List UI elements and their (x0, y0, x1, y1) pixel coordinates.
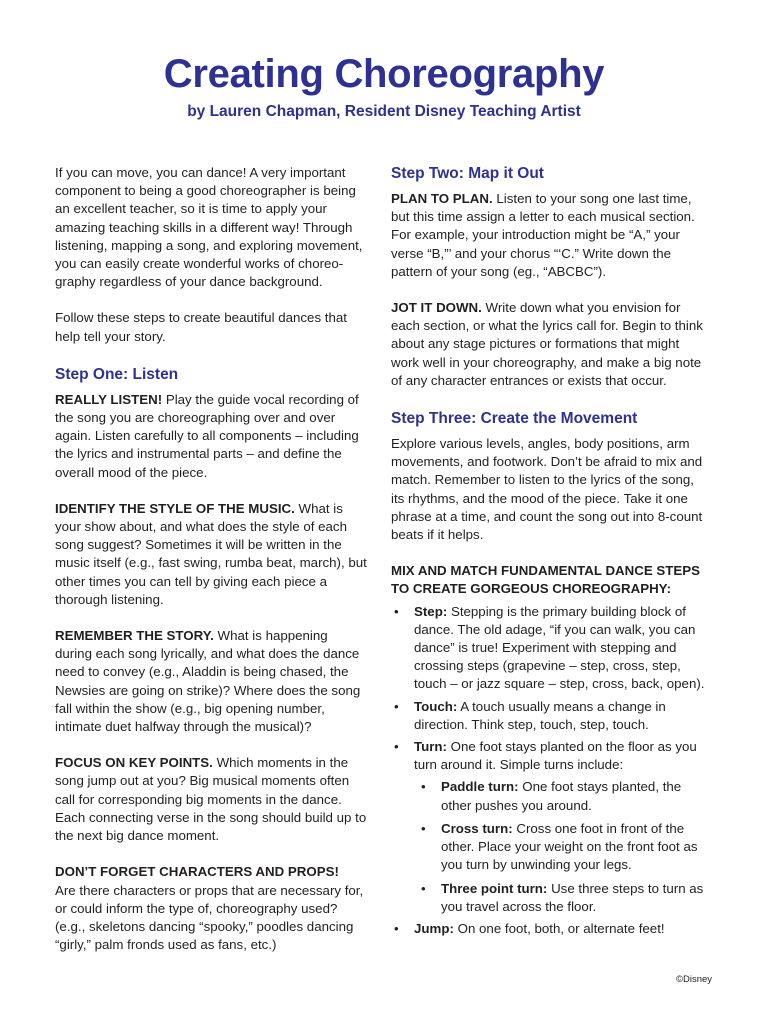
bullet-icon: • (394, 920, 399, 936)
really-listen-text: Play the guide vocal recording of the song you are choreographing over and over again. Listen carefully to all components – including the lyrics and instrumental parts – and define the overall mood of the piece. (55, 391, 359, 480)
bullet-icon: • (394, 603, 399, 619)
list-item-touch (391, 698, 709, 734)
step-one-heading: Step One: Listen (55, 365, 179, 383)
bullet-icon: • (421, 820, 426, 836)
turn-text: One foot stays planted on the floor as you turn around it. Simple turns include: (414, 739, 697, 773)
bullet-icon: • (394, 739, 399, 755)
page-title: Creating Choreography (163, 52, 605, 96)
plan-lead: PLAN TO PLAN. (391, 191, 493, 206)
dance-steps-list-continued (391, 920, 709, 938)
focus-text: Which moments in the song jump out at you? Big musical moments often call for corresponding big moments in the dance. Each connecting verse in the song should build up to the next big dance moment. (55, 755, 367, 844)
touch-text: A touch usually means a change in direction. Think step, touch, step, touch. (414, 698, 666, 732)
style-text: What is your show about, and what does the style of each song suggest? Sometimes it will be written in the music itself (e.g., fast swing, rumba beat, march), but other times you can tell by giving each piece a thorough listening. (55, 500, 367, 607)
touch-lead: Touch: (414, 698, 458, 714)
bullet-icon: • (421, 880, 426, 896)
list-item-cross-turn (391, 820, 709, 875)
list-item-jump (391, 920, 709, 938)
intro-paragraph: If you can move, you can dance! A very important component to being a good choreographer is being an excellent teacher, so it is time to apply your amazing teaching skills in a different way! Through listening, mapping a song, and exploring movement, you can easily create wonderful works of choreo-graphy regardless of your dance background. (55, 165, 363, 290)
byline: by Lauren Chapman, Resident Disney Teaching Artist (187, 103, 581, 120)
turn-lead: Turn: (414, 739, 447, 755)
list-item-paddle-turn (391, 778, 709, 814)
copyright-notice: ©Disney (676, 974, 713, 985)
step-lead: Step: (414, 603, 448, 619)
explore-paragraph: Explore various levels, angles, body positions, arm movements, and footwork. Don’t be afraid to mix and match. Remember to listen to the lyrics of the song, its rhythms, and the mood of the piece. Take it one phrase at a time, and count the song out into 8-count beats if it helps. (391, 436, 703, 543)
jump-lead: Jump: (414, 920, 454, 936)
characters-paragraph: Are there characters or props that are necessary for, or could inform the type of, choreography used? (e.g., skeletons dancing “spooky,” poodles dancing “girly,” palm fronds used as fans, etc.) (55, 882, 364, 953)
jot-lead: JOT IT DOWN. (391, 300, 482, 316)
bullet-icon: • (394, 698, 399, 714)
bullet-icon: • (421, 779, 426, 795)
plan-paragraph (391, 190, 709, 281)
left-column (55, 164, 367, 954)
paddle-turn-lead: Paddle turn: (441, 779, 519, 795)
dance-steps-list (391, 603, 709, 775)
story-lead: REMEMBER THE STORY. (55, 628, 214, 644)
three-point-turn-text: Use three steps to turn as you travel across the floor. (441, 880, 704, 914)
intro-paragraph-2: Follow these steps to create beautiful dances that help tell your story. (55, 310, 347, 344)
list-item-three-point-turn (391, 880, 709, 916)
characters-heading: DON’T FORGET CHARACTERS AND PROPS! (55, 864, 339, 880)
cross-turn-text: Cross one foot in front of the other. Place your weight on the front foot as you turn by unwinding your legs. (441, 820, 698, 873)
turns-sublist (391, 778, 709, 915)
jot-text: Write down what you envision for each section, or what the lyrics call for. Begin to think about any stage pictures or formations that might work well in your choreography, and make a big note of any character entrances or exists that occur. (391, 300, 703, 388)
really-listen-paragraph (55, 391, 367, 482)
three-point-turn-lead: Three point turn: (441, 880, 548, 896)
focus-paragraph (55, 754, 367, 845)
really-listen-lead: REALLY LISTEN! (55, 391, 163, 407)
cross-turn-lead: Cross turn: (441, 820, 513, 836)
story-text: What is happening during each song lyrically, and what does the dance need to convey (e.g., Aladdin is being chased, the Newsies are going on strike)? Where does the song fall within the show (e.g., big opening number, intimate duet halfway through the musical)? (55, 628, 361, 735)
step-two-heading: Step Two: Map it Out (391, 165, 544, 182)
list-item-turn (391, 738, 709, 774)
style-lead: IDENTIFY THE STYLE OF THE MUSIC. (55, 500, 295, 516)
step-text: Stepping is the primary building block of dance. The old adage, “if you can walk, you can dance” is true! Experiment with stepping and crossing steps (grapevine – step, cross, step, touch – or jazz square – step, cross, back, open). (414, 603, 705, 692)
story-paragraph (55, 627, 367, 736)
focus-lead: FOCUS ON KEY POINTS. (55, 755, 213, 771)
list-item-step (391, 603, 709, 694)
style-paragraph (55, 500, 367, 609)
mix-match-heading: MIX AND MATCH FUNDAMENTAL DANCE STEPS TO CREATE GORGEOUS CHOREOGRAPHY: (391, 563, 701, 597)
plan-text: Listen to your song one last time, but this time assign a letter to each musical section. For example, your introduction might be “A,” your verse “B,”’ and your chorus “‘C.” Write down the pattern of your song (eg., “ABCBC”). (391, 191, 695, 279)
jot-paragraph (391, 299, 709, 390)
paddle-turn-text: One foot stays planted, the other pushes you around. (441, 779, 682, 813)
step-three-heading: Step Three: Create the Movement (391, 410, 638, 428)
jump-text: On one foot, both, or alternate feet! (453, 920, 665, 936)
right-column (391, 164, 709, 938)
